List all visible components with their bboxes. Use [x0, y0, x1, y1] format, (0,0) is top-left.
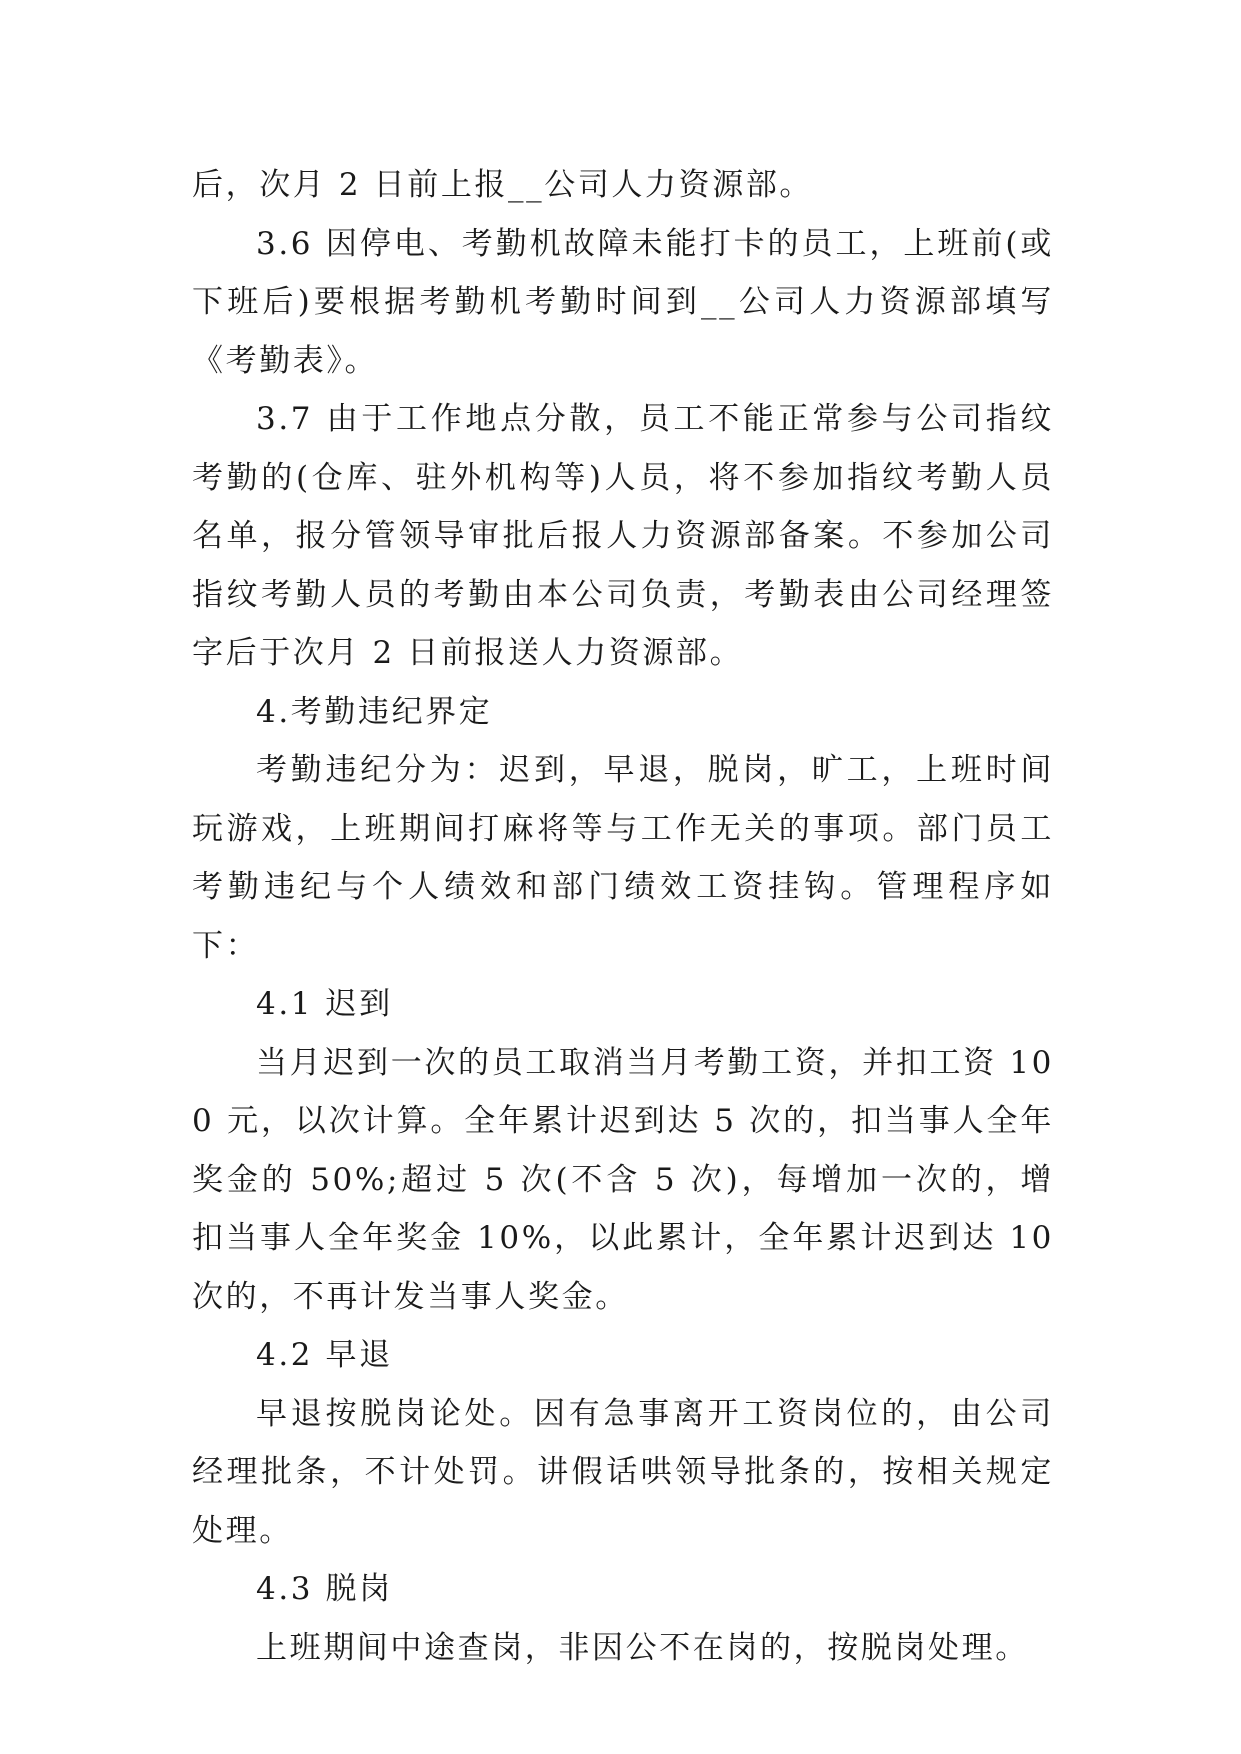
subheading-4-1: 4.1 迟到 — [256, 986, 393, 1022]
document-body — [192, 156, 1054, 1677]
section-heading-4: 4.考勤违纪界定 — [256, 693, 493, 730]
paragraph-3-6: 3.6 因停电、考勤机故障未能打卡的员工，上班前(或下班后)要根据考勤机考勤时间到__公司人力资源部填写《考勤表》。 — [192, 225, 1054, 379]
paragraph-continuation: 后，次月 2 日前上报__公司人力资源部。 — [192, 167, 814, 203]
paragraph-violation-definition: 考勤违纪分为：迟到，早退，脱岗，旷工，上班时间玩游戏，上班期间打麻将等与工作无关的事项。部门员工考勤违纪与个人绩效和部门绩效工资挂钩。管理程序如下： — [192, 752, 1054, 964]
paragraph-late-rules: 当月迟到一次的员工取消当月考勤工资，并扣工资 100 元，以次计算。全年累计迟到达 5 次的，扣当事人全年奖金的 50%;超过 5 次(不含 5 次)，每增加一次的，增扣当事人全年奖金 10%，以此累计，全年累计迟到达 10 次的，不再计发当事人奖金。 — [192, 1044, 1054, 1315]
paragraph-early-leave-rules: 早退按脱岗论处。因有急事离开工资岗位的，由公司经理批条，不计处罚。讲假话哄领导批条的，按相关规定处理。 — [192, 1395, 1054, 1549]
subheading-4-2: 4.2 早退 — [256, 1337, 393, 1373]
paragraph-absent-from-post-rules: 上班期间中途查岗，非因公不在岗的，按脱岗处理。 — [256, 1629, 1029, 1666]
paragraph-3-7: 3.7 由于工作地点分散，员工不能正常参与公司指纹考勤的(仓库、驻外机构等)人员，将不参加指纹考勤人员名单，报分管领导审批后报人力资源部备案。不参加公司指纹考勤人员的考勤由本公司负责，考勤表由公司经理签字后于次月 2 日前报送人力资源部。 — [192, 401, 1054, 671]
subheading-4-3: 4.3 脱岗 — [256, 1571, 393, 1607]
